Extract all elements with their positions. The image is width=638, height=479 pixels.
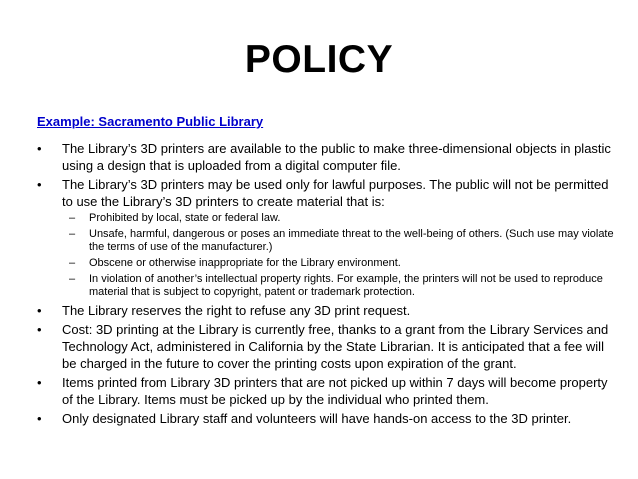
sub-list [37,212,617,299]
dash-icon: – [69,257,76,269]
sub-list-item-text: Obscene or otherwise inappropriate for the Library environment. [89,257,401,269]
sub-list-item-text: In violation of another’s intellectual property rights. For example, the printers will not be used to reproduce material that is subject to copyright, patent or trademark protection. [89,273,603,298]
list-item-text: Items printed from Library 3D printers that are not picked up within 7 days will become property of the Library. Items must be picked up by the individual who printed them. [62,375,608,407]
bullet-icon: • [37,411,42,426]
list-item-text: The Library’s 3D printers are available to the public to make three-dimensional objects in plastic using a design that is uploaded from a digital computer file. [62,141,611,173]
bullet-icon: • [37,375,42,390]
list-item [37,321,617,372]
dash-icon: – [69,273,76,285]
list-item [37,374,617,408]
list-item [37,302,617,319]
list-item [37,140,617,174]
policy-list [37,140,617,427]
sub-list-item [37,212,617,225]
list-item [37,176,617,210]
dash-icon: – [69,212,76,224]
bullet-icon: • [37,303,42,318]
list-item-text: The Library’s 3D printers may be used only for lawful purposes. The public will not be permitted to use the Library’s 3D printers to create material that is: [62,177,609,209]
page-title: POLICY [244,38,394,81]
dash-icon: – [69,228,76,240]
list-item-text: The Library reserves the right to refuse any 3D print request. [62,303,411,318]
example-link[interactable]: Example: Sacramento Public Library [37,114,264,129]
bullet-icon: • [37,322,42,337]
sub-list-item [37,273,617,299]
bullet-icon: • [37,141,42,156]
sub-list-item [37,257,617,270]
list-item-text: Cost: 3D printing at the Library is currently free, thanks to a grant from the Library Services and Technology Act, administered in California by the State Librarian. It is anticipated that a fee will be charged in the future to cover the printing costs upon expiration of the grant. [62,322,609,371]
sub-list-item-text: Unsafe, harmful, dangerous or poses an immediate threat to the well-being of others. (Such use may violate the terms of use of the manufacturer.) [89,228,614,253]
list-item [37,410,617,427]
sub-list-item-text: Prohibited by local, state or federal law. [89,212,281,224]
sub-list-item [37,228,617,254]
bullet-icon: • [37,177,42,192]
list-item-text: Only designated Library staff and volunteers will have hands-on access to the 3D printer. [62,411,572,426]
